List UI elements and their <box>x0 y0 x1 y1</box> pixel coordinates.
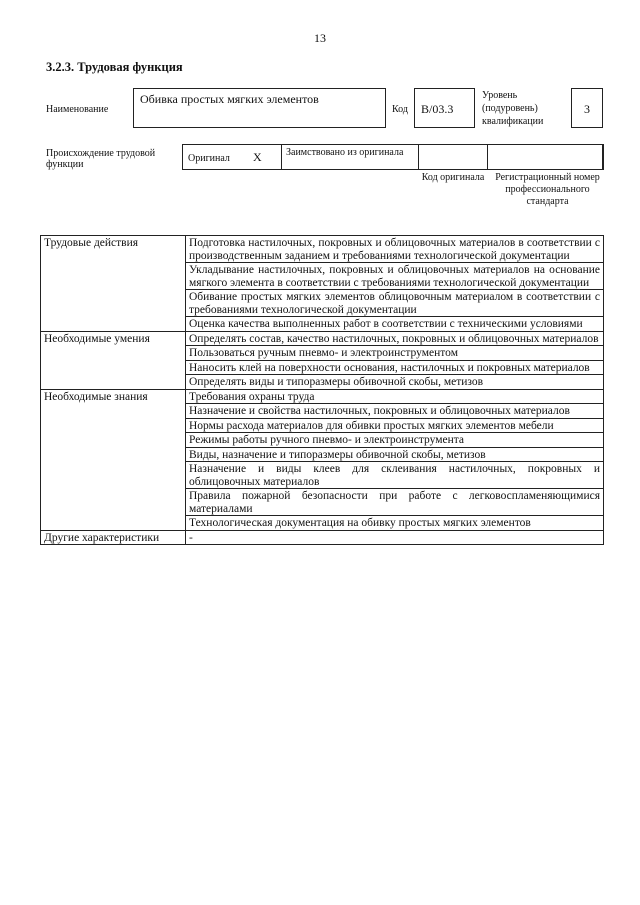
item-cell: Определять виды и типоразмеры обивочной скобы, метизов <box>186 375 604 390</box>
borrowed-label: Заимствовано из оригинала <box>286 147 404 158</box>
original-cell <box>182 144 282 170</box>
borrowed-cell <box>281 144 419 170</box>
item-cell: Виды, назначение и типоразмеры обивочной скобы, метизов <box>186 447 604 462</box>
reg-number-cell <box>487 144 604 170</box>
level-label <box>482 89 543 128</box>
level-label-line-3: квалификации <box>482 116 544 127</box>
table-row <box>41 331 604 346</box>
item-cell: Подготовка настилочных, покровных и облицовочных материалов в соответствии с производственным заданием и требованиями технологической документации <box>186 236 604 263</box>
item-cell: Назначение и виды клеев для склеивания настилочных, покровных и облицовочных материалов <box>186 462 604 489</box>
category-cell: Необходимые умения <box>41 331 186 389</box>
item-cell: Технологическая документация на обивку простых мягких элементов <box>186 516 604 531</box>
original-label: Оригинал <box>188 153 230 164</box>
page-number: 13 <box>314 31 326 45</box>
item-cell: Определять состав, качество настилочных, покровных и облицовочных материалов <box>186 331 604 346</box>
category-cell: Другие характеристики <box>41 530 186 545</box>
table-row <box>41 236 604 263</box>
code-original-cell <box>418 144 488 170</box>
code-label: Код <box>392 104 408 115</box>
item-cell: Обивание простых мягких элементов облицовочным материалом в соответствии с требованиями технологической документации <box>186 290 604 317</box>
function-name-value: Обивка простых мягких элементов <box>140 92 319 106</box>
code-original-caption: Код оригинала <box>421 172 485 183</box>
item-cell: Требования охраны труда <box>186 389 604 404</box>
origin-row <box>182 144 603 170</box>
item-cell: Оценка качества выполненных работ в соответствии с техническими условиями <box>186 317 604 332</box>
table-row <box>41 530 604 545</box>
function-table <box>40 235 604 545</box>
item-cell: Назначение и свойства настилочных, покровных и облицовочных материалов <box>186 404 604 419</box>
code-box <box>414 88 475 128</box>
level-value: 3 <box>584 102 590 116</box>
table-row <box>41 389 604 404</box>
original-mark: X <box>253 150 262 164</box>
item-cell: Нормы расхода материалов для обивки простых мягких элементов мебели <box>186 418 604 433</box>
level-label-line-1: Уровень <box>482 90 518 101</box>
function-name-box <box>133 88 386 128</box>
category-cell: Трудовые действия <box>41 236 186 332</box>
item-cell: Укладывание настилочных, покровных и облицовочных материалов на основание мягкого элемента в соответствии с требованиями технологической документации <box>186 263 604 290</box>
origin-label: Происхождение трудовой функции <box>46 148 156 170</box>
level-box <box>571 88 603 128</box>
code-value: В/03.3 <box>421 102 454 116</box>
category-cell: Необходимые знания <box>41 389 186 530</box>
reg-number-caption: Регистрационный номер профессионального стандарта <box>495 172 600 207</box>
name-label: Наименование <box>46 104 109 115</box>
item-cell: Наносить клей на поверхности основания, настилочных и покровных материалов <box>186 360 604 375</box>
item-cell: Правила пожарной безопасности при работе с легковоспламеняющимися материалами <box>186 489 604 516</box>
section-title: 3.2.3. Трудовая функция <box>46 60 183 74</box>
item-cell: Режимы работы ручного пневмо- и электроинструмента <box>186 433 604 448</box>
item-cell: Пользоваться ручным пневмо- и электроинструментом <box>186 346 604 361</box>
level-label-line-2: (подуровень) <box>482 103 538 114</box>
item-cell: - <box>186 530 604 545</box>
